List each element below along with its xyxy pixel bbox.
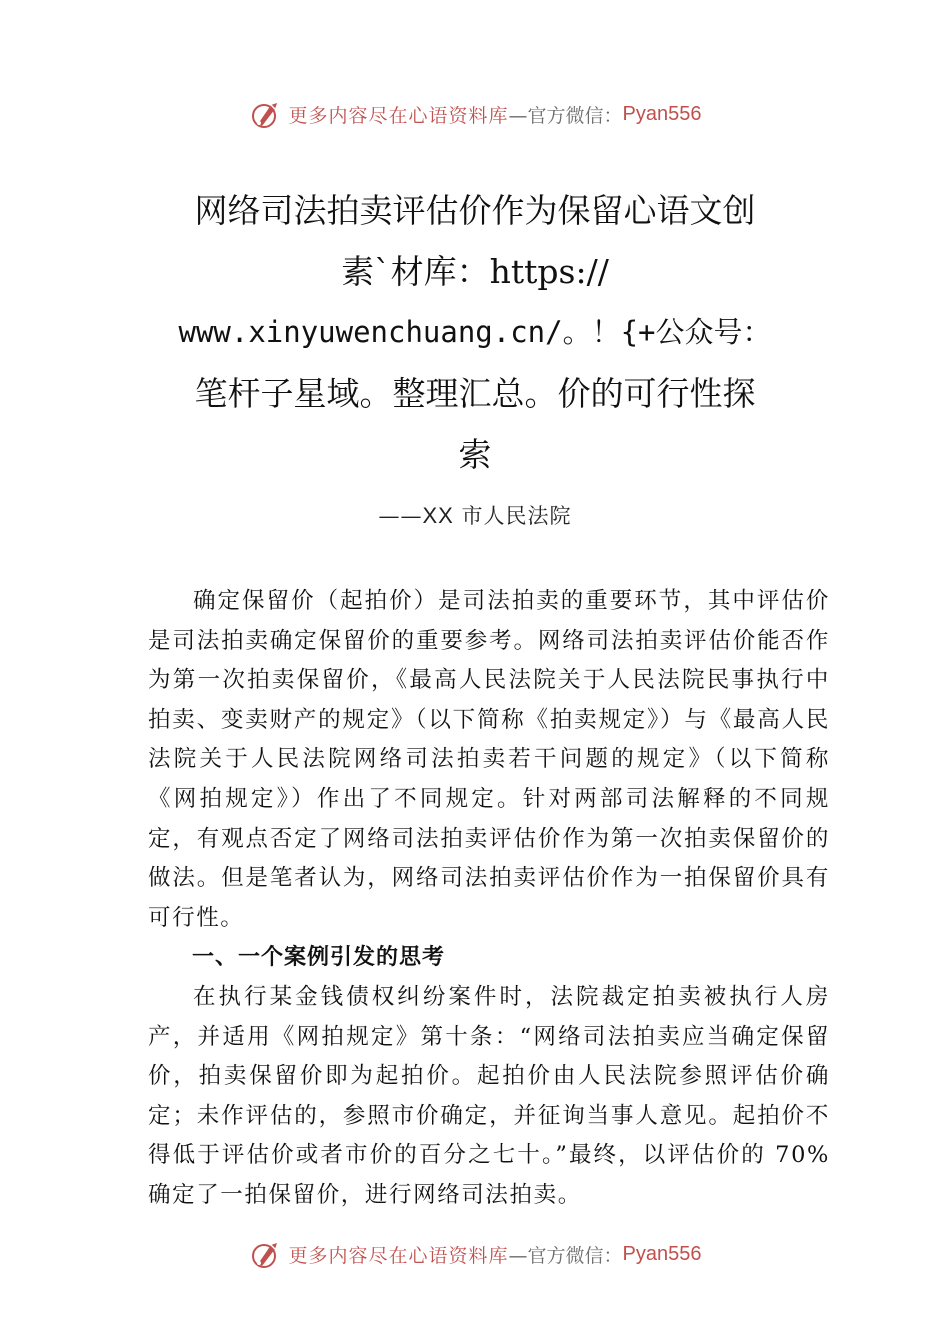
pen-nib-logo-icon [249,97,283,131]
banner-text: 更多内容尽在心语资料库 [288,1244,509,1267]
banner-suffix: —官方微信： [508,104,623,127]
byline-org: 市人民法院 [453,504,572,528]
section-heading-1: 一、一个案例引发的思考 [192,945,446,971]
title-line-4: 笔杆子星域。整理汇总。价的可行性探 [194,374,756,413]
banner-wechat-id: Pyan556 [622,1242,702,1265]
byline-org-latin: XX [422,503,454,528]
author-byline [0,500,950,530]
paragraph-intro: 确定保留价（起拍价）是司法拍卖的重要环节，其中评估价是司法拍卖确定保留价的重要参考。网络司法拍卖评估价能否作为第一次拍卖保留价，《最高人民法院关于人民法院民事执行中拍卖、变卖财产的规定》（以下简称《拍卖规定》）与《最高人民法院关于人民法院网络司法拍卖若干问题的规定》（以下简称《网拍规定》）作出了不同规定。针对两部司法解释的不同规定，有观点否定了网络司法拍卖评估价作为第一次拍卖保留价的做法。但是笔者认为，网络司法拍卖评估价作为一拍保留价具有可行性。 [148,588,830,931]
document-title [140,180,810,485]
pen-nib-logo-icon [249,1237,283,1271]
banner-wechat-id: Pyan556 [622,102,702,125]
paragraph-case: 在执行某金钱债权纠纷案件时，法院裁定拍卖被执行人房产，并适用《网拍规定》第十条：“网络司法拍卖应当确定保留价，拍卖保留价即为起拍价。起拍价由人民法院参照评估价确定；未作评估的，参照市价确定，并征询当事人意见。起拍价不得低于评估价或者市价的百分之七十。”最终，以评估价的 70%确定了一拍保留价，进行网络司法拍卖。 [148,983,830,1208]
header-banner [0,94,950,134]
byline-dash: —— [378,504,423,528]
title-line-1: 网络司法拍卖评估价作为保留心语文创 [194,191,756,230]
footer-banner [0,1234,950,1274]
banner-text: 更多内容尽在心语资料库 [288,104,509,127]
title-line-2: 素`材库：https:// [341,252,609,291]
title-line-5: 索 [458,435,492,474]
banner-suffix: —官方微信： [508,1244,623,1267]
title-line-3: www.xinyuwenchuang.cn/。！{+公众号： [178,315,772,349]
document-body [148,582,830,1216]
